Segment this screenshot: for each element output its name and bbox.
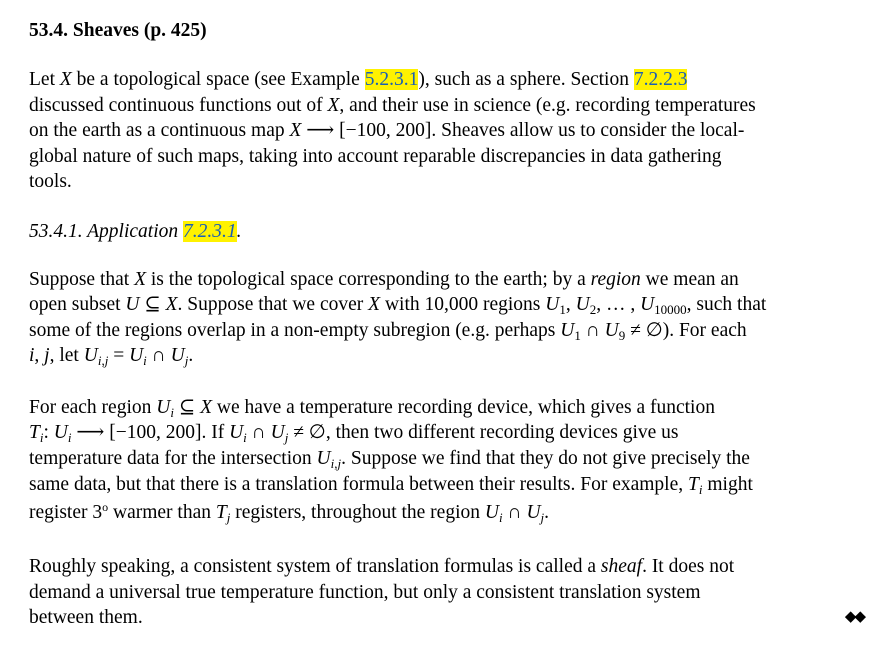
application-heading: 53.4.1. Application 7.2.3.1. bbox=[29, 220, 242, 242]
recording-paragraph bbox=[29, 395, 864, 528]
recording-line-3: temperature data for the intersection $U_{i,j}$. Suppose we find that they do not give precisely the bbox=[29, 447, 750, 471]
page bbox=[29, 17, 864, 631]
example-ref-link[interactable]: 5.2.3.1 bbox=[364, 69, 419, 90]
sheaf-line-2: demand a universal true temperature function, but only a consistent translation system bbox=[29, 581, 701, 603]
application-line-3: some of the regions overlap in a non-empty subregion (e.g. perhaps $U_1$ ∩ $U_9$ ≠ ∅). For each bbox=[29, 319, 747, 343]
application-line-2: open subset U ⊆ X. Suppose that we cover X with 10,000 regions $U_1$, $U_2$, … , $U_{10000}$, such that bbox=[29, 294, 767, 317]
intro-line-1: Let X be a topological space (see Example 5.2.3.1), such as a sphere. Section 7.2.2.3 bbox=[29, 69, 688, 90]
application-ref-link[interactable]: 7.2.3.1 bbox=[183, 220, 237, 242]
recording-line-5: register 3$^o$ warmer than $T_j$ registers, throughout the region $U_i$ ∩ $U_j$. bbox=[29, 500, 550, 525]
sheaf-line-1: Roughly speaking, a consistent system of translation formulas is called a sheaf. It does not bbox=[29, 556, 735, 577]
section-ref-link[interactable]: 7.2.2.3 bbox=[633, 69, 688, 90]
sheaf-term: sheaf bbox=[600, 556, 643, 577]
intro-line-3: on the earth as a continuous map X ⟶ [−100, 200]. Sheaves allow us to consider the local- bbox=[29, 120, 745, 141]
application-line-4: i, j, let $U_{i,j} = U_i$ ∩ $U_j$. bbox=[29, 345, 194, 368]
application-paragraph bbox=[29, 267, 864, 369]
recording-line-2: $T_i$: $U_i$ ⟶ [−100, 200]. If $U_i$ ∩ $U_j$ ≠ ∅, then two different recording devices give us bbox=[29, 422, 679, 445]
section-heading: 53.4. Sheaves (p. 425) bbox=[29, 20, 207, 41]
recording-line-1: For each region $U_i$ ⊆ X we have a temperature recording device, which gives a function bbox=[29, 396, 715, 420]
sheaf-paragraph bbox=[29, 554, 864, 631]
intro-paragraph bbox=[29, 67, 864, 195]
end-of-example-marker: ◆◆ bbox=[844, 609, 864, 625]
sheaf-line-3: between them. bbox=[29, 607, 143, 628]
application-line-1: Suppose that X is the topological space corresponding to the earth; by a region we mean an bbox=[29, 268, 739, 290]
intro-line-5: tools. bbox=[29, 171, 72, 192]
intro-line-4: global nature of such maps, taking into account reparable discrepancies in data gathering bbox=[29, 145, 722, 167]
recording-line-4: same data, but that there is a translation formula between their results. For example, $T_i$ might bbox=[29, 474, 753, 497]
intro-line-2: discussed continuous functions out of X, and their use in science (e.g. recording temperatures bbox=[29, 94, 756, 116]
